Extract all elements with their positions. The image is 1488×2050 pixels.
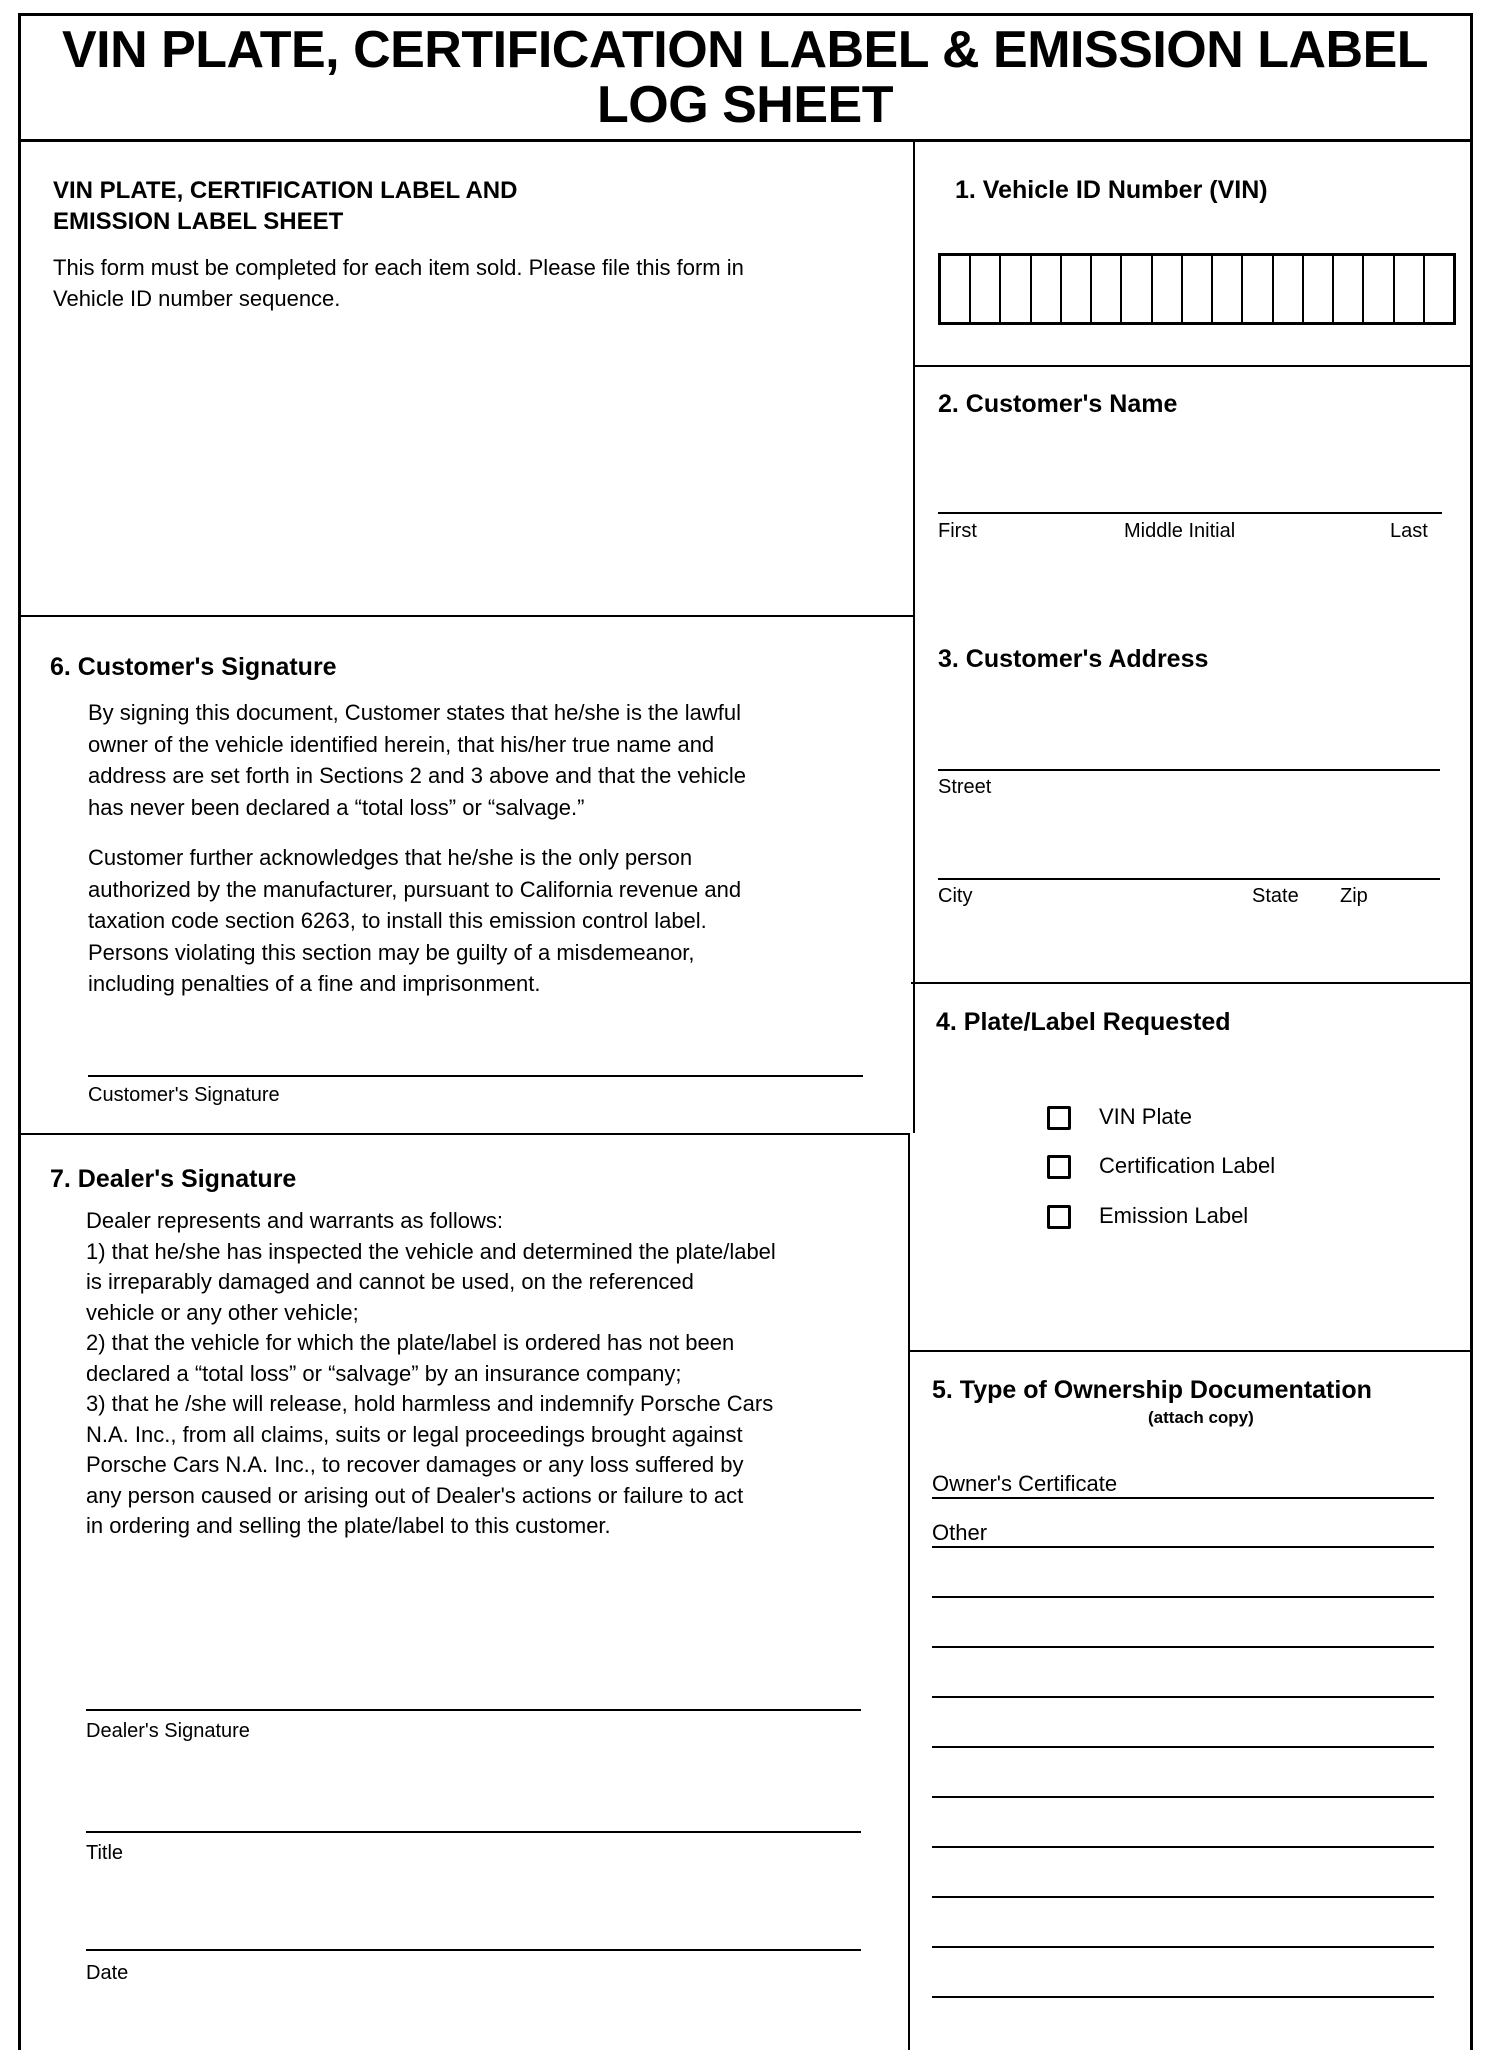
text-line: 2) that the vehicle for which the plate/label is ordered has not been bbox=[86, 1330, 735, 1355]
attach-copy-note: (attach copy) bbox=[1148, 1408, 1254, 1427]
text-line: any person caused or arising out of Dealer's actions or failure to act bbox=[86, 1482, 744, 1508]
text-line: declared a “total loss” or “salvage” by an insurance company; bbox=[86, 1360, 682, 1386]
vin-plate-label: VIN Plate bbox=[1099, 1104, 1192, 1129]
last-name-label: Last bbox=[1390, 520, 1428, 542]
vin-character-cell[interactable] bbox=[1183, 256, 1213, 322]
customer-signature-heading: 6. Customer's Signature bbox=[50, 653, 337, 681]
text-line: Porsche Cars N.A. Inc., to recover damages or any loss suffered by bbox=[86, 1452, 744, 1477]
vin-character-cell[interactable] bbox=[1395, 256, 1425, 322]
other-documentation-line[interactable] bbox=[932, 1696, 1434, 1698]
vin-character-cell[interactable] bbox=[941, 256, 971, 322]
text-line: taxation code section 6263, to install this emission control label. bbox=[88, 908, 707, 933]
text-line: including penalties of a fine and imprisonment. bbox=[88, 971, 541, 996]
frame-right bbox=[1470, 13, 1473, 2050]
dealer-signature-label: Dealer's Signature bbox=[86, 1720, 250, 1742]
other-documentation-line[interactable] bbox=[932, 1646, 1434, 1648]
text-line: Customer further acknowledges that he/she is the only person bbox=[88, 845, 693, 870]
vin-plate-checkbox[interactable] bbox=[1047, 1106, 1071, 1130]
customer-name-line[interactable] bbox=[938, 512, 1442, 514]
first-name-label: First bbox=[938, 520, 977, 542]
text-line: owner of the vehicle identified herein, that his/her true name and bbox=[88, 731, 715, 757]
dealer-warranty-text bbox=[86, 1206, 776, 1542]
vin-character-cell[interactable] bbox=[1243, 256, 1273, 322]
vin-heading: 1. Vehicle ID Number (VIN) bbox=[955, 176, 1268, 204]
certification-label-checkbox[interactable] bbox=[1047, 1155, 1071, 1179]
plate-label-heading: 4. Plate/Label Requested bbox=[936, 1008, 1231, 1036]
street-line[interactable] bbox=[938, 769, 1440, 771]
date-label: Date bbox=[86, 1962, 129, 1984]
title-label: Title bbox=[86, 1842, 124, 1864]
dealer-signature-heading: 7. Dealer's Signature bbox=[50, 1165, 297, 1193]
vin-character-cell[interactable] bbox=[971, 256, 1001, 322]
emission-label-label: Emission Label bbox=[1099, 1203, 1249, 1228]
vin-character-cell[interactable] bbox=[1304, 256, 1334, 322]
title-line[interactable] bbox=[86, 1831, 861, 1833]
vin-character-cell[interactable] bbox=[1364, 256, 1394, 322]
page-subtitle: LOG SHEET bbox=[597, 76, 893, 134]
vin-character-cell[interactable] bbox=[1334, 256, 1364, 322]
text-line: N.A. Inc., from all claims, suits or legal proceedings brought against bbox=[86, 1421, 743, 1447]
vin-character-cell[interactable] bbox=[1032, 256, 1062, 322]
other-documentation-line[interactable] bbox=[932, 1746, 1434, 1748]
customer-address-heading: 3. Customer's Address bbox=[938, 645, 1209, 673]
text-line: EMISSION LABEL SHEET bbox=[53, 208, 344, 235]
zip-label: Zip bbox=[1340, 885, 1368, 907]
vin-input-boxes[interactable] bbox=[938, 253, 1456, 325]
state-label: State bbox=[1252, 885, 1299, 907]
frame-top bbox=[18, 13, 1472, 16]
other-documentation-line[interactable] bbox=[932, 1996, 1434, 1998]
street-label: Street bbox=[938, 776, 992, 798]
intro-bottom-divider bbox=[18, 615, 913, 617]
text-line: Vehicle ID number sequence. bbox=[53, 286, 341, 311]
city-label: City bbox=[938, 885, 973, 907]
date-line[interactable] bbox=[86, 1949, 861, 1951]
text-line: in ordering and selling the plate/label to this customer. bbox=[86, 1513, 611, 1538]
owner-certificate-line[interactable] bbox=[932, 1497, 1434, 1499]
text-line: is irreparably damaged and cannot be used, on the referenced bbox=[86, 1269, 694, 1294]
text-line: This form must be completed for each item sold. Please file this form in bbox=[53, 255, 744, 280]
other-documentation-line[interactable] bbox=[932, 1946, 1434, 1948]
text-line: Persons violating this section may be guilty of a misdemeanor, bbox=[88, 939, 695, 965]
vin-character-cell[interactable] bbox=[1425, 256, 1453, 322]
intro-text bbox=[53, 252, 744, 314]
vin-character-cell[interactable] bbox=[1092, 256, 1122, 322]
other-label: Other bbox=[932, 1520, 988, 1545]
text-line: authorized by the manufacturer, pursuant to California revenue and bbox=[88, 876, 742, 902]
customer-acknowledgement bbox=[88, 842, 741, 1000]
city-state-zip-line[interactable] bbox=[938, 878, 1440, 880]
column-divider-lower bbox=[908, 1133, 910, 2050]
text-line: Dealer represents and warrants as follows: bbox=[86, 1208, 503, 1233]
customer-name-heading: 2. Customer's Name bbox=[938, 390, 1178, 418]
text-line: VIN PLATE, CERTIFICATION LABEL AND bbox=[53, 177, 518, 204]
intro-heading bbox=[53, 175, 517, 237]
customer-signature-line[interactable] bbox=[88, 1075, 863, 1077]
other-documentation-line[interactable] bbox=[932, 1796, 1434, 1798]
vin-character-cell[interactable] bbox=[1001, 256, 1031, 322]
section1-bottom-divider bbox=[913, 365, 1472, 367]
text-line: has never been declared a “total loss” or “salvage.” bbox=[88, 794, 585, 820]
emission-label-checkbox[interactable] bbox=[1047, 1205, 1071, 1229]
text-line: By signing this document, Customer states that he/she is the lawful bbox=[88, 700, 741, 725]
section6-bottom-divider bbox=[18, 1133, 908, 1135]
customer-statement bbox=[88, 697, 746, 823]
owner-certificate-label: Owner's Certificate bbox=[932, 1471, 1118, 1496]
vin-character-cell[interactable] bbox=[1274, 256, 1304, 322]
other-documentation-line[interactable] bbox=[932, 1596, 1434, 1598]
title-divider bbox=[18, 139, 1472, 142]
certification-label-label: Certification Label bbox=[1099, 1153, 1276, 1178]
other-documentation-line[interactable] bbox=[932, 1546, 1434, 1548]
dealer-signature-line[interactable] bbox=[86, 1709, 861, 1711]
vin-character-cell[interactable] bbox=[1213, 256, 1243, 322]
vin-character-cell[interactable] bbox=[1122, 256, 1152, 322]
ownership-doc-heading: 5. Type of Ownership Documentation bbox=[932, 1376, 1372, 1404]
text-line: 3) that he /she will release, hold harmless and indemnify Porsche Cars bbox=[86, 1391, 774, 1416]
other-documentation-line[interactable] bbox=[932, 1846, 1434, 1848]
section3-bottom-divider bbox=[911, 982, 1472, 984]
text-line: address are set forth in Sections 2 and 3 above and that the vehicle bbox=[88, 763, 746, 788]
vin-character-cell[interactable] bbox=[1062, 256, 1092, 322]
page-title: VIN PLATE, CERTIFICATION LABEL & EMISSION LABEL bbox=[61, 21, 1429, 79]
middle-initial-label: Middle Initial bbox=[1124, 520, 1236, 542]
text-line: 1) that he/she has inspected the vehicle and determined the plate/label bbox=[86, 1238, 776, 1264]
section4-bottom-divider bbox=[908, 1350, 1472, 1352]
customer-signature-label: Customer's Signature bbox=[88, 1084, 280, 1106]
frame-left bbox=[18, 13, 21, 2050]
other-documentation-line[interactable] bbox=[932, 1896, 1434, 1898]
vin-character-cell[interactable] bbox=[1153, 256, 1183, 322]
text-line: vehicle or any other vehicle; bbox=[86, 1299, 359, 1325]
column-divider-upper bbox=[913, 140, 915, 1133]
